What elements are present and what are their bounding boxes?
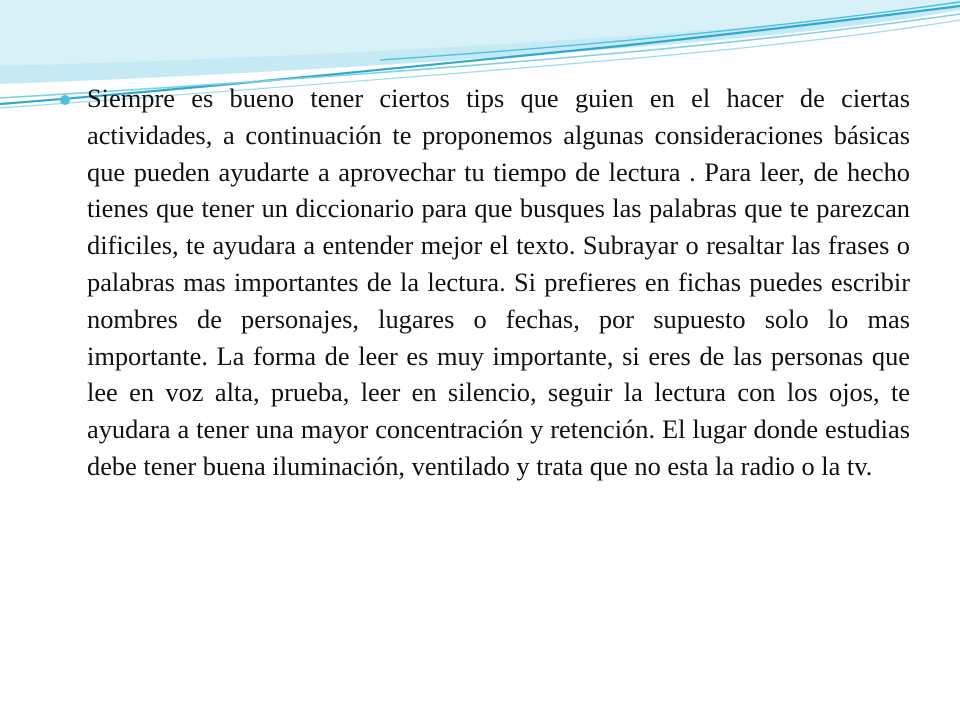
bullet-paragraph: Siempre es bueno tener ciertos tips que guien en el hacer de ciertas actividades, a continuación te proponemos algunas consideraciones básicas que pueden ayudarte a aprovechar tu tiempo de lectura . Para leer, de hecho tienes que tener un diccionario para que busques las palabras que te parezcan dificiles, te ayudara a entender mejor el texto. Subrayar o resaltar las frases o palabras mas importantes de la lectura. Si prefieres en fichas puedes escribir nombres de personajes, lugares o fechas, por supuesto solo lo mas importante. La forma de leer es muy importante, si eres de las personas que lee en voz alta, prueba, leer en silencio, seguir la lectura con los ojos, te ayudara a tener una mayor concentración y retención. El lugar donde estudias debe tener buena iluminación, ventilado y trata que no esta la radio o la tv. xyxy=(87,83,910,481)
bullet-dot-icon xyxy=(60,95,70,105)
slide-content xyxy=(60,80,910,485)
bullet-item xyxy=(60,80,910,485)
